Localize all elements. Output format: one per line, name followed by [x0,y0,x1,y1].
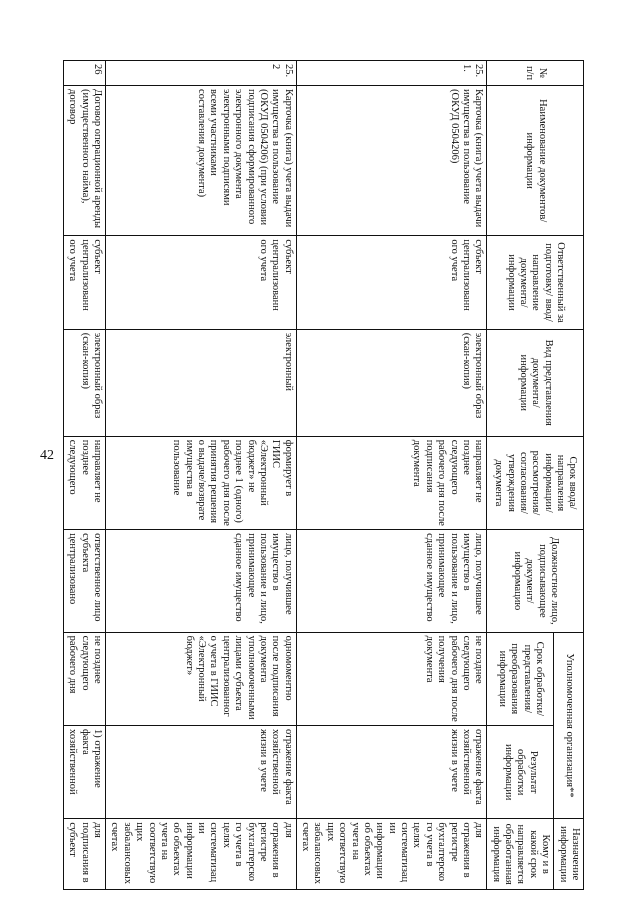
header-responsible: Ответственный за подготовку/ ввод/ направление документа/ информации [487,236,584,329]
cell-proc-term: одномоментно после подписания документа уполномоченными лицами субъекта централизованног о учета в ГИИС «Электронный бюджет» [106,632,297,725]
header-form: Вид представления документа/ информации [487,329,584,436]
cell-position: ответственное лицо субъекта централизовано [64,530,106,632]
cell-position: лицо, получившее имущество в пользование и лицо, принимающее сданное имущество [106,530,297,632]
cell-form: электронный образ (скан-копия) [64,329,106,436]
table-row [296,61,487,890]
header-dest-target: Кому и в какой срок направляется обработанная информация [487,819,554,890]
cell-form: электронный образ (скан-копия) [296,329,487,436]
cell-result: 1) отражение факта хозяйственной [64,726,106,819]
header-result: Результат обработки информации [487,726,554,819]
cell-responsible: субъект централизованн ого учета [64,236,106,329]
cell-dest-target: для подписания в субъект [64,819,106,890]
cell-responsible: субъект централизованн ого учета [296,236,487,329]
cell-name: Договор операционной аренды (имущественного найма), договор [64,86,106,236]
cell-result: отражение факта хозяйственной жизни в учете [296,726,487,819]
cell-num: 25.2 [106,61,297,86]
header-destination: Назначение информации [554,819,584,890]
cell-term: направляет не позднее следующего рабочего дня после подписания документа [296,436,487,529]
header-proc-term: Срок обработки/ представления/ преобразования информации [487,632,554,725]
cell-form: электронный [106,329,297,436]
cell-name: Карточка (книга) учета выдачи имущества в пользование (ОКУД 0504206) (при условии подписания сформированного электронного документа электронными подписями всеми участниками составления документа) [106,86,297,236]
table-row [64,61,106,890]
header-term: Срок ввода/ направления информации/ рассмотрения/ согласования/ утверждения документа [487,436,584,529]
cell-responsible: субъект централизованн ого учета [106,236,297,329]
header-name: Наименование документов/информации [487,86,584,236]
header-position: Должностное лицо, подписывающее документ/ информацию [487,530,584,632]
table-row [106,61,297,890]
cell-dest-target: для отражения в регистре бухгалтерско го учета в целях систематизац ии информации об объектах учета на соответствую щих забалансовых счетах [296,819,487,890]
cell-result: отражение факта хозяйственной жизни в учете [106,726,297,819]
cell-position: лицо, получившее имущество в пользование и лицо, принимающее сданное имущество [296,530,487,632]
page-number: 42 [40,448,54,463]
cell-num: 25.1. [296,61,487,86]
header-num: № п/п [487,61,584,86]
rotated-table-container [67,60,584,890]
cell-term: формирует в ГИИС «Электронный бюджет» не позднее 1 (одного) рабочего дня после принятия решения о выдаче/возврате имущества в пользование [106,436,297,529]
document-table [63,60,584,890]
cell-proc-term: не позднее следующего рабочего дня [64,632,106,725]
cell-num: 26 [64,61,106,86]
cell-dest-target: для отражения в регистре бухгалтерско го учета в целях систематизац ии информации об объектах учета на соответствую щих забалансовых счетах [106,819,297,890]
header-authorized-org: Уполномоченная организация** [554,632,584,819]
cell-name: Карточка (книга) учета выдачи имущества в пользование (ОКУД 0504206) [296,86,487,236]
cell-term: направляет не позднее следующего [64,436,106,529]
cell-proc-term: не позднее следующего рабочего дня после получения документа [296,632,487,725]
